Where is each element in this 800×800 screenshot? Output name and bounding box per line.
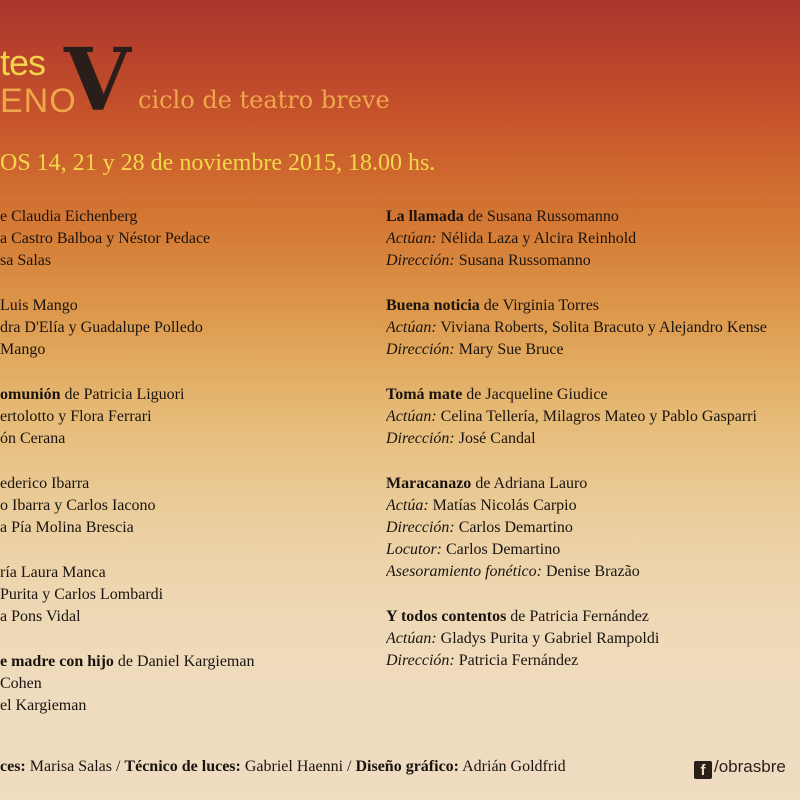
- credit-value: José Candal: [454, 430, 536, 447]
- play-entry: [386, 473, 800, 583]
- facebook-icon: f: [694, 761, 712, 779]
- play-title-line: [386, 384, 800, 406]
- credit-label: Dirección:: [386, 519, 455, 536]
- credit-label: Asesoramiento fonético:: [386, 563, 542, 580]
- play-line: a Pía Molina Brescia: [0, 519, 134, 536]
- play-line: Purita y Carlos Lombardi: [0, 586, 164, 603]
- play-entry: [386, 295, 800, 361]
- credit-value: Carlos Demartino: [442, 541, 561, 558]
- play-line: ederico Ibarra: [0, 475, 90, 492]
- credit-row: [386, 228, 800, 250]
- play-entry: [0, 206, 370, 272]
- play-line: e Claudia Eichenberg: [0, 208, 138, 225]
- play-title-line: [386, 295, 800, 317]
- credit-value: Gladys Purita y Gabriel Rampoldi: [436, 630, 660, 647]
- credit-value: Carlos Demartino: [454, 519, 573, 536]
- credit-label: Actúa:: [386, 497, 429, 514]
- play-author: de Jacqueline Giudice: [462, 386, 608, 403]
- play-line: a Pons Vidal: [0, 608, 81, 625]
- play-entry: [0, 562, 370, 628]
- play-line: a Castro Balboa y Néstor Pedace: [0, 230, 211, 247]
- credits-footer: [0, 754, 800, 780]
- credit-label: Actúan:: [386, 630, 437, 647]
- credit-value: Celina Tellería, Milagros Mateo y Pablo Gasparri: [436, 408, 757, 425]
- cycle-subtitle: ciclo de teatro breve: [138, 86, 390, 114]
- tech-value: Gabriel Haenni /: [240, 758, 356, 775]
- credit-label: Dirección:: [386, 252, 455, 269]
- play-author: de Patricia Fernández: [506, 608, 649, 625]
- credit-label: Actúan:: [386, 319, 437, 336]
- credit-value: Nélida Laza y Alcira Reinhold: [436, 230, 637, 247]
- play-entry: [386, 384, 800, 450]
- performance-dates: OS 14, 21 y 28 de noviembre 2015, 18.00 hs.: [0, 150, 436, 176]
- play-line: Mango: [0, 341, 46, 358]
- cycle-title-bottom: ENO: [0, 82, 77, 120]
- cycle-title-top: tes: [0, 42, 46, 83]
- play-title-line: [386, 473, 800, 495]
- credit-row: [386, 428, 800, 450]
- play-author: de Virginia Torres: [479, 297, 600, 314]
- credit-label: Dirección:: [386, 430, 455, 447]
- credit-row: [386, 495, 800, 517]
- design-value: Adrián Goldfrid: [459, 758, 566, 775]
- play-entry: [0, 651, 370, 717]
- play-line: ría Laura Manca: [0, 564, 106, 581]
- credit-value: Viviana Roberts, Solita Bracuto y Alejandro Kense: [436, 319, 767, 336]
- credit-value: Matías Nicolás Carpio: [428, 497, 577, 514]
- credit-value: Patricia Fernández: [454, 652, 579, 669]
- credit-value: Mary Sue Bruce: [454, 341, 564, 358]
- tech-label: Técnico de luces:: [124, 758, 241, 775]
- play-entry: [0, 473, 370, 539]
- credit-row: [386, 517, 800, 539]
- credit-row: [386, 628, 800, 650]
- play-line: el Kargieman: [0, 697, 87, 714]
- play-entry: [386, 606, 800, 672]
- play-line: ertolotto y Flora Ferrari: [0, 408, 152, 425]
- credit-label: Dirección:: [386, 341, 455, 358]
- play-author: de Susana Russomanno: [463, 208, 619, 225]
- credit-row: [386, 650, 800, 672]
- credit-label: Locutor:: [386, 541, 442, 558]
- lights-label: ces:: [0, 758, 26, 775]
- play-title-line: [386, 206, 800, 228]
- poster-header: [0, 0, 800, 130]
- play-author: de Patricia Liguori: [60, 386, 185, 403]
- play-title: omunión: [0, 386, 61, 403]
- credit-row: [386, 561, 800, 583]
- credit-label: Actúan:: [386, 408, 437, 425]
- play-line: dra D'Elía y Guadalupe Polledo: [0, 319, 203, 336]
- credit-row: [386, 250, 800, 272]
- play-line: sa Salas: [0, 252, 52, 269]
- social-link[interactable]: [694, 754, 786, 780]
- play-line: ón Cerana: [0, 430, 66, 447]
- edition-numeral: V: [64, 30, 131, 131]
- play-title-line: [0, 651, 370, 673]
- credit-value: Susana Russomanno: [454, 252, 591, 269]
- play-entry: [0, 295, 370, 361]
- play-line: Cohen: [0, 675, 42, 692]
- play-line: o Ibarra y Carlos Iacono: [0, 497, 156, 514]
- credit-row: [386, 339, 800, 361]
- social-handle: /obrasbre: [714, 757, 786, 776]
- play-title: La llamada: [386, 208, 464, 225]
- credit-label: Dirección:: [386, 652, 455, 669]
- credit-label: Actúan:: [386, 230, 437, 247]
- play-title: Buena noticia: [386, 297, 480, 314]
- play-title: Y todos contentos: [386, 608, 507, 625]
- play-entry: [386, 206, 800, 272]
- credit-row: [386, 406, 800, 428]
- play-author: de Daniel Kargieman: [113, 653, 255, 670]
- lights-value: Marisa Salas /: [25, 758, 125, 775]
- play-entry: [0, 384, 370, 450]
- credit-row: [386, 539, 800, 561]
- play-title: Maracanazo: [386, 475, 472, 492]
- play-author: de Adriana Lauro: [471, 475, 588, 492]
- play-line: Luis Mango: [0, 297, 78, 314]
- play-title: e madre con hijo: [0, 653, 114, 670]
- design-label: Diseño gráfico:: [355, 758, 459, 775]
- play-title-line: [386, 606, 800, 628]
- credit-row: [386, 317, 800, 339]
- play-title-line: [0, 384, 370, 406]
- credit-value: Denise Brazão: [541, 563, 640, 580]
- play-title: Tomá mate: [386, 386, 463, 403]
